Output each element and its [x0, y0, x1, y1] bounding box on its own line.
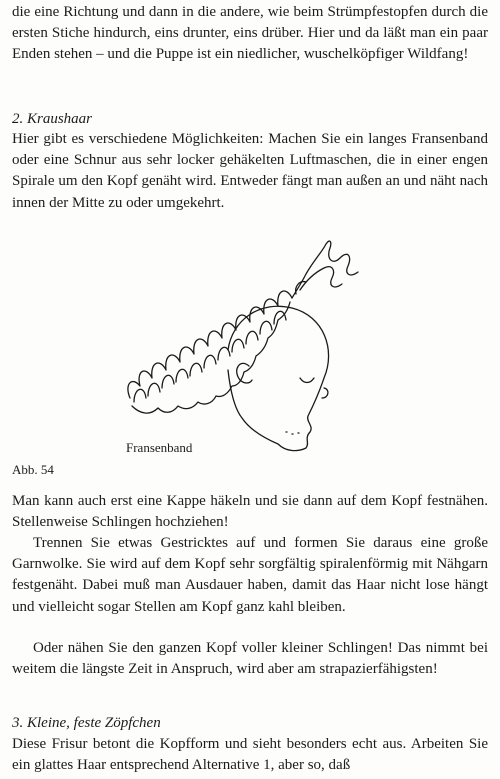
- figure-caption: Abb. 54: [12, 462, 54, 477]
- paragraph-cap: Man kann auch erst eine Kappe häkeln und sie dann auf dem Kopf festnähen. Stellenweise Schlingen hochziehen!: [12, 493, 488, 531]
- section-3-heading: 3. Kleine, feste Zöpfchen: [12, 715, 161, 731]
- intro-paragraph: die eine Richtung und dann in die andere, wie beim Strümpfestopfen durch die ersten Stiche hindurch, eins drunter, eins drüber. Hier und da läßt man ein paar Enden stehen – und die Puppe ist ein niedlicher, wuschelköpfiger Wildfang!: [12, 4, 488, 63]
- paragraph-yarn-cloud: Trennen Sie etwas Gestricktes auf und formen Sie daraus eine große Garnwolke. Sie wird auf dem Kopf sehr sorgfältig spiralenförmig mit Nähgarn festgenäht. Dabei muß man Ausdauer haben, damit das Haar nicht lose hängt und vielleicht sogar Stellen am Kopf ganz kahl bleiben.: [12, 535, 488, 615]
- figure-label: Fransenband: [126, 440, 193, 455]
- section-2-heading: 2. Kraushaar: [12, 111, 93, 127]
- section-3-body: Diese Frisur betont die Kopfform und sieht besonders echt aus. Arbeiten Sie ein glattes Haar entsprechend Alternative 1, aber so, daß: [12, 736, 488, 774]
- fringe-band-illustration: [110, 238, 380, 463]
- doll-head-drawing: [110, 238, 380, 463]
- section-2-body: Hier gibt es verschiedene Möglichkeiten: Machen Sie ein langes Fransenband oder eine Schnur aus sehr locker gehäkelten Luftmaschen, die in einer engen Spirale um den Kopf genäht wird. Entweder fängt man außen an und näht nach innen der Mitte zu oder umgekehrt.: [12, 131, 488, 211]
- paragraph-loops: Oder nähen Sie den ganzen Kopf voller kleiner Schlingen! Das nimmt bei weitem die längste Zeit in Anspruch, wird aber am strapazierfähigsten!: [12, 640, 488, 678]
